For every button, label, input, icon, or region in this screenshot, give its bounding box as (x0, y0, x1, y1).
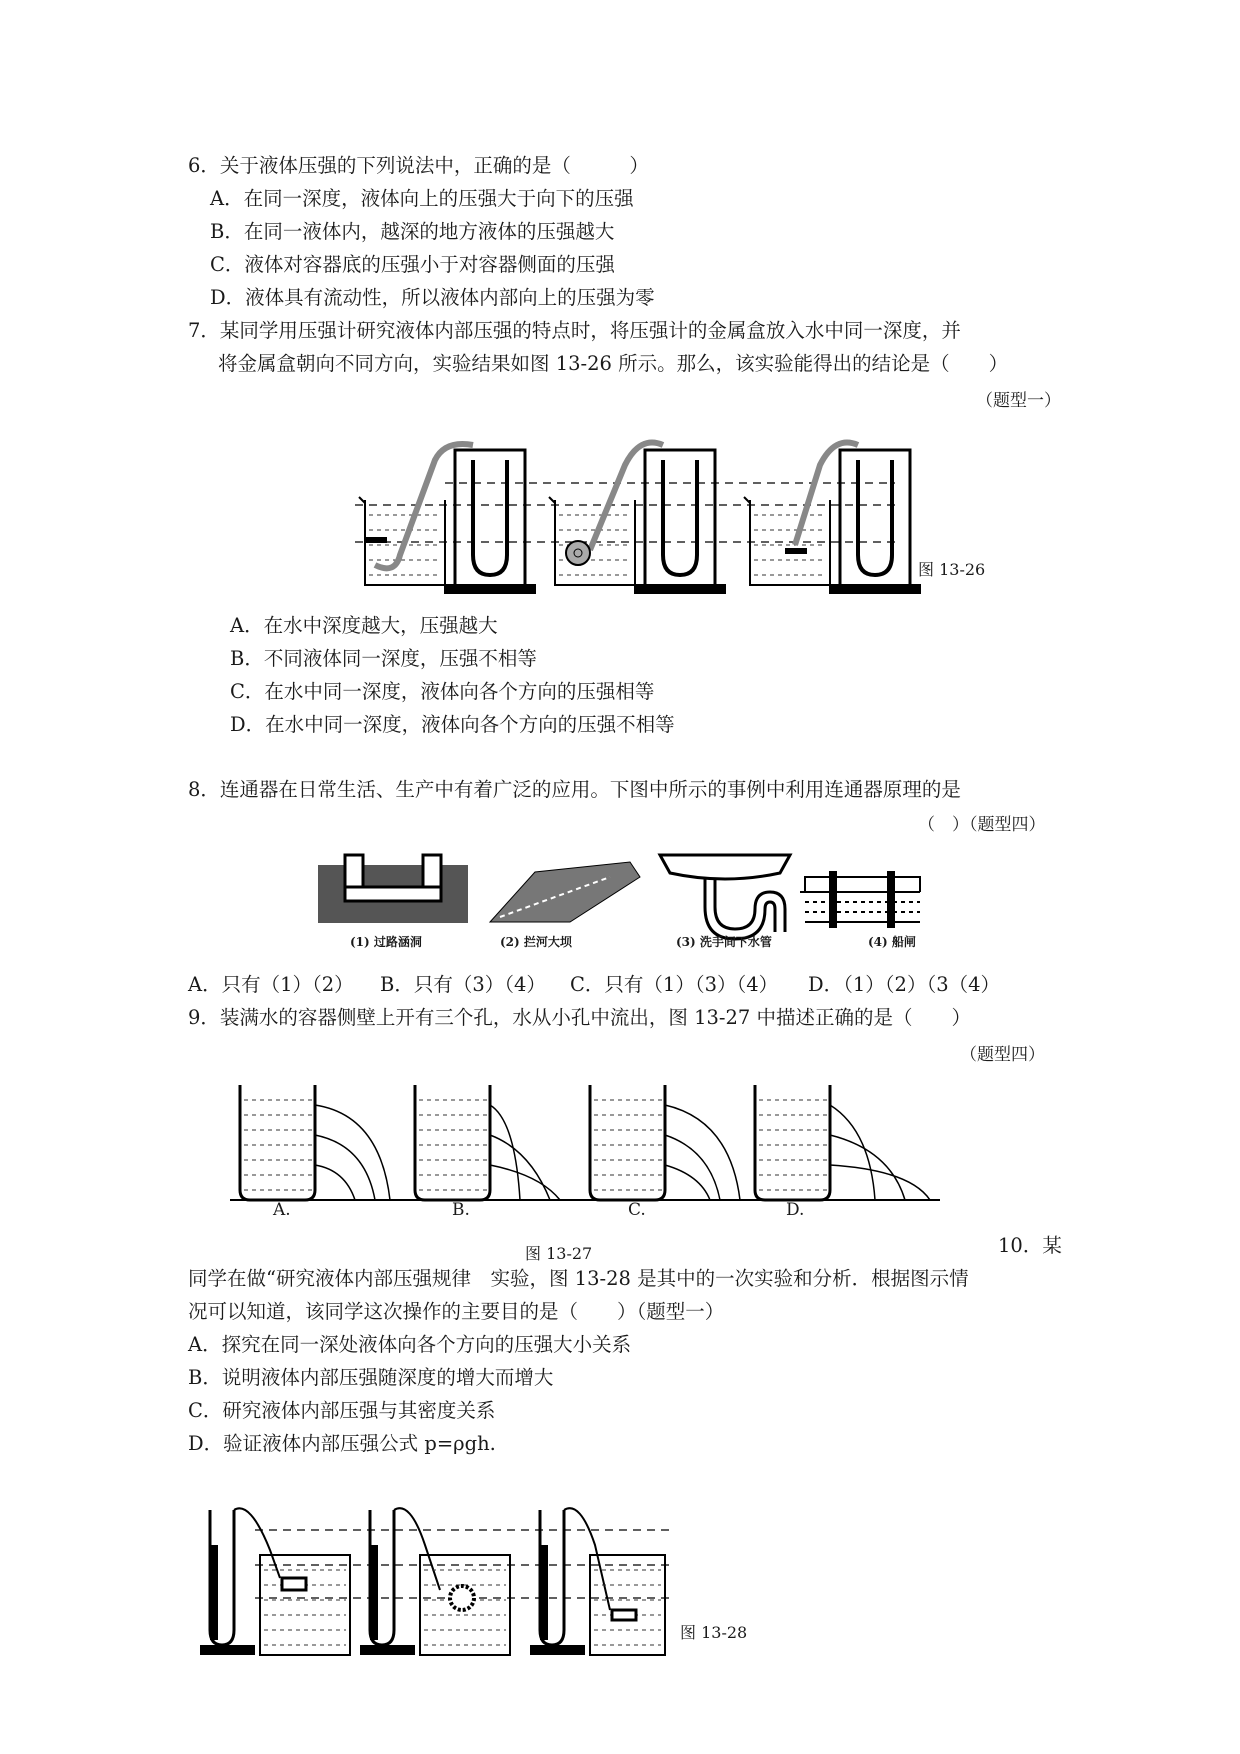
q6-option-d: D．液体具有流动性，所以液体内部向上的压强为零 (210, 286, 655, 309)
q7-option-c: C．在水中同一深度，液体向各个方向的压强相等 (230, 680, 655, 703)
q8-type-tag: （ ）（题型四） (918, 815, 1046, 835)
figure-13-27 (230, 1070, 940, 1230)
q7-type-tag: （题型一） (976, 391, 1061, 411)
ship-lock-illustration (800, 872, 920, 927)
sink-trap-illustration (660, 855, 790, 939)
q10-option-d: D．验证液体内部压强公式 p=ρgh. (188, 1432, 496, 1455)
q9-stem: 9．装满水的容器侧壁上开有三个孔，水从小孔中流出，图 13-27 中描述正确的是（ ） (188, 1006, 972, 1029)
figure-connected-vessels (310, 847, 970, 947)
q7-option-b: B．不同液体同一深度，压强不相等 (230, 647, 537, 670)
q8-subfig-2-label: (2) 拦河大坝 (500, 935, 572, 949)
q6-option-c: C．液体对容器底的压强小于对容器侧面的压强 (210, 253, 615, 276)
q9-figure-label-c: C. (628, 1200, 646, 1220)
q9-figure-label-b: B. (452, 1200, 470, 1220)
q10-option-c: C．研究液体内部压强与其密度关系 (188, 1399, 496, 1422)
q6-option-a: A．在同一深度，液体向上的压强大于向下的压强 (210, 187, 634, 210)
q7-option-a: A．在水中深度越大，压强越大 (230, 614, 498, 637)
q8-option-c: C．只有（1）（3）（4） (570, 973, 779, 996)
q8-option-d: D．（1）（2）（3（4） (808, 973, 1001, 996)
q9-figure-label-d: D. (786, 1200, 805, 1220)
q8-subfig-1-label: (1) 过路涵洞 (350, 935, 422, 949)
q7-figure-caption: 图 13-26 (918, 560, 986, 579)
q7-stem-line1: 7．某同学用压强计研究液体内部压强的特点时，将压强计的金属盒放入水中同一深度，并 (188, 319, 961, 342)
q10-option-b: B．说明液体内部压强随深度的增大而增大 (188, 1366, 554, 1389)
dam-illustration (490, 862, 640, 922)
q8-stem: 8．连通器在日常生活、生产中有着广泛的应用。下图中所示的事例中利用连通器原理的是 (188, 778, 961, 801)
q10-number: 10．某 (998, 1234, 1062, 1257)
q10-option-a: A．探究在同一深处液体向各个方向的压强大小关系 (188, 1333, 632, 1356)
q10-stem-line1: 同学在做“研究液体内部压强规律 实验，图 13-28 是其中的一次实验和分析．根据图示情 (188, 1267, 969, 1290)
q10-stem-line2: 况可以知道，该同学这次操作的主要目的是（ ）（题型一） (188, 1300, 725, 1323)
q6-option-b: B．在同一液体内，越深的地方液体的压强越大 (210, 220, 615, 243)
culvert-illustration (318, 855, 468, 923)
q9-figure-label-a: A. (273, 1200, 291, 1220)
q8-subfig-3-label: (3) 洗手间下水管 (676, 935, 772, 949)
q7-stem-line2: 将金属盒朝向不同方向，实验结果如图 13-26 所示。那么，该实验能得出的结论是（ ） (218, 352, 1009, 375)
q9-figure-caption: 图 13-27 (525, 1244, 593, 1263)
q7-option-d: D．在水中同一深度，液体向各个方向的压强不相等 (230, 713, 675, 736)
figure-13-28 (200, 1490, 670, 1660)
q6-stem: 6．关于液体压强的下列说法中，正确的是（ ） (188, 154, 649, 177)
figure-13-26 (345, 415, 935, 595)
q10-figure-caption: 图 13-28 (680, 1623, 748, 1642)
q8-subfig-4-label: (4) 船闸 (868, 935, 916, 949)
q8-option-b: B．只有（3）（4） (380, 973, 546, 996)
q8-option-a: A．只有（1）（2） (188, 973, 354, 996)
q9-type-tag: （题型四） (960, 1045, 1045, 1065)
